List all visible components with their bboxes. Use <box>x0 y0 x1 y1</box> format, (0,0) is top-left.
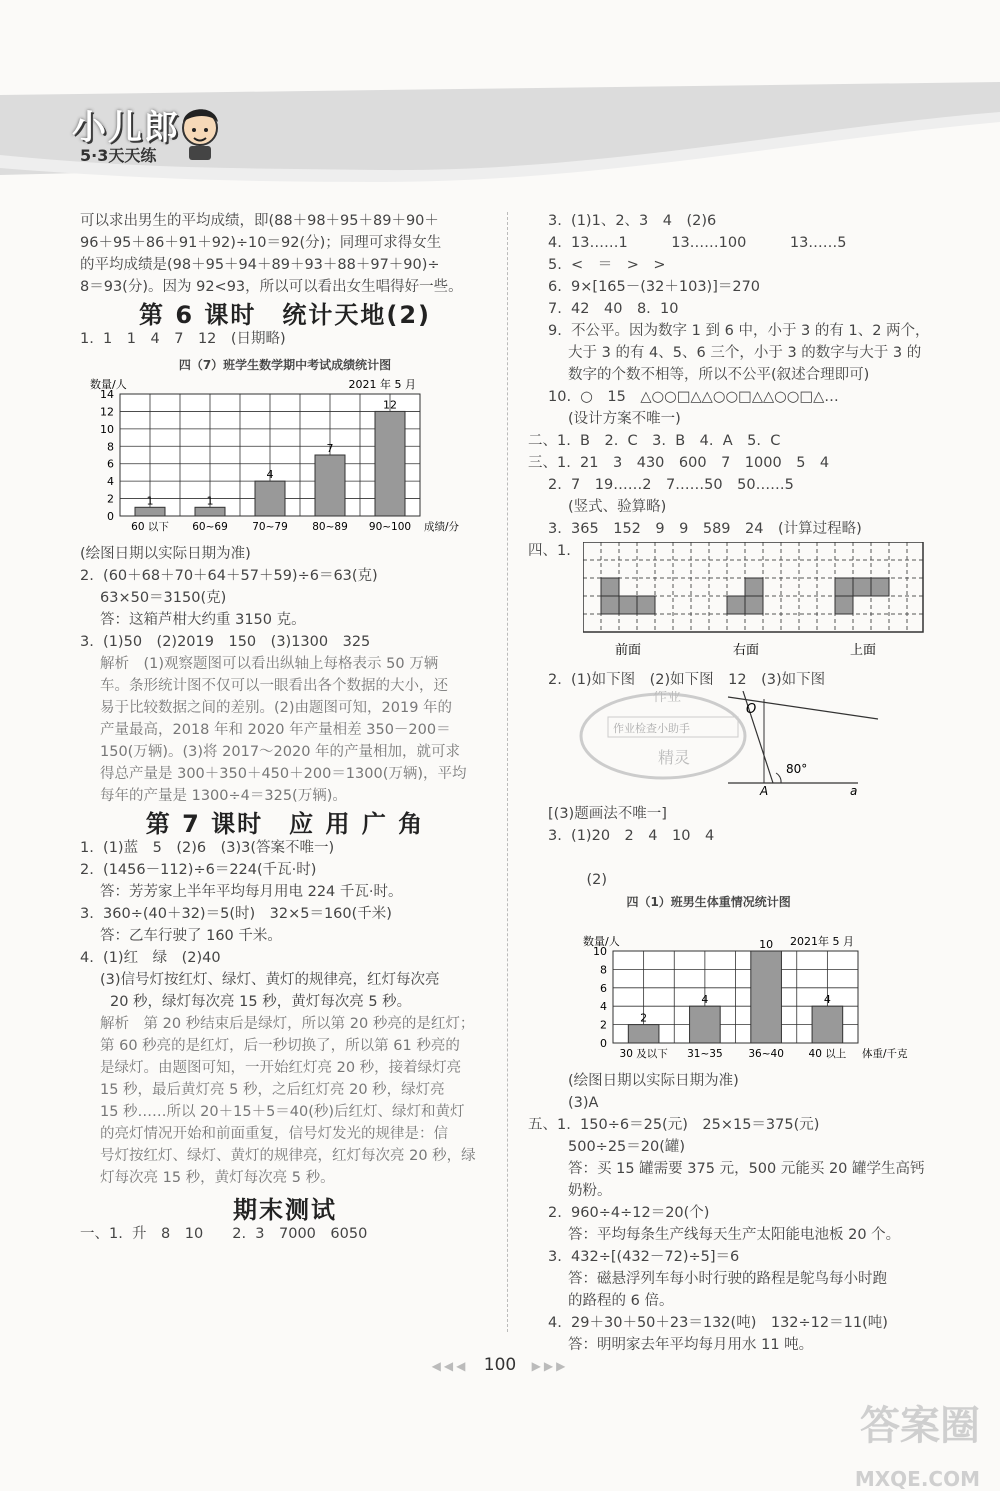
page-footer <box>0 1355 1000 1375</box>
x-tick-label: 80~89 <box>312 521 348 533</box>
intro-line: 的平均成绩是(98＋95＋94＋89＋93＋88＋97＋90)÷ <box>80 257 440 273</box>
answer-line: 三、1. 21 3 430 600 7 1000 5 4 <box>528 455 830 471</box>
l7-line: (3)信号灯按红灯、绿灯、黄灯的规律亮，红灯每次亮 <box>100 972 440 988</box>
angle-arc <box>776 773 781 783</box>
watermark-logo: 答案圈 <box>860 1402 980 1449</box>
bar-value-label: 4 <box>823 993 831 1007</box>
expl-line: 产量最高，2018 年和 2020 年产量相差 350－200＝ <box>100 722 451 738</box>
bar-value-label: 7 <box>326 442 334 455</box>
mascot-icon <box>175 100 225 162</box>
chart2-title: 四（1）班男生体重情况统计图 <box>626 895 791 909</box>
view-label: 前面 <box>614 643 642 658</box>
y-tick-label: 14 <box>100 388 114 401</box>
wu-line: 3. 432÷[(432－72)÷5]＝6 <box>548 1249 740 1265</box>
bar-value-label: 4 <box>266 468 274 482</box>
x-tick-label: 30 及以下 <box>619 1048 668 1060</box>
y-tick-label: 10 <box>593 945 607 958</box>
top-view <box>835 578 889 614</box>
l6-q2-line: 63×50＝3150(克) <box>100 590 227 606</box>
expl-line: 解析 (1)观察题图可以看出纵轴上每格表示 50 万辆 <box>100 656 439 672</box>
expl-line: 15 秒……所以 20＋15＋5＝40(秒)后红灯、绿灯和黄灯 <box>100 1104 465 1120</box>
answer-line: (设计方案不唯一) <box>568 411 681 427</box>
wu-line: 答：平均每条生产线每天生产太阳能电池板 20 个。 <box>568 1227 901 1243</box>
q3-line: 3. (1)20 2 4 10 4 <box>548 828 715 844</box>
chart1-title: 四（7）班学生数学期中考试成绩统计图 <box>178 358 392 372</box>
lesson6-heading: 第 6 课时 统计天地(2) <box>138 301 432 329</box>
x-tick-label: 70~79 <box>252 521 288 533</box>
lesson7-heading: 第 7 课时 应 用 广 角 <box>145 810 425 838</box>
y-tick-label: 0 <box>600 1037 607 1050</box>
expl-line: 是绿灯。由题图可知，一开始红灯亮 20 秒，接着绿灯亮 <box>100 1060 462 1076</box>
bar <box>375 411 405 516</box>
wu-line: 2. 960÷4÷12＝20(个) <box>548 1205 710 1221</box>
answer-line: 数字的个数不相等，所以不公平(叙述合理即可) <box>568 367 870 383</box>
page-number: 100 <box>483 1355 517 1375</box>
intro-line: 8＝93(分)。因为 92<93，所以可以看出女生唱得好一些。 <box>80 279 463 295</box>
expl-line: 灯每次亮 15 秒，黄灯每次亮 5 秒。 <box>100 1170 335 1186</box>
expl-line: 号灯按红灯、绿灯、黄灯的规律亮，红灯每次亮 20 秒，绿 <box>100 1148 476 1164</box>
header-band <box>0 0 1000 200</box>
q3-part2-label: (2) <box>586 872 607 888</box>
wu-line: 4. 29＋30＋50＋23＝132(吨) 132÷12＝11(吨) <box>548 1315 888 1331</box>
line-a-label: a <box>850 784 858 796</box>
view-label: 右面 <box>732 643 760 658</box>
x-tick-label: 40 以上 <box>808 1048 847 1060</box>
views-grid <box>583 542 963 662</box>
point-o-label: O <box>746 702 757 717</box>
x-tick-label: 90~100 <box>368 521 412 533</box>
answer-line: 9. 不公平。因为数字 1 到 6 中，小于 3 的有 1、2 两个， <box>548 323 930 339</box>
view-label: 上面 <box>849 643 877 658</box>
q2-note: [(3)题画法不唯一] <box>548 806 667 822</box>
bar-value-label: 1 <box>146 494 154 508</box>
right-column <box>528 210 948 1356</box>
chart1 <box>80 376 500 536</box>
answer-line: 4. 13……1 13……100 13……5 <box>548 235 847 251</box>
x-tick-label: 36~40 <box>748 1048 784 1060</box>
y-tick-label: 8 <box>600 963 607 977</box>
answer-line: 6. 9×[165－(32＋103)]＝270 <box>548 279 761 295</box>
q2-line: 2. (1)如下图 (2)如下图 12 (3)如下图 <box>548 672 826 688</box>
bar-value-label: 10 <box>759 938 774 951</box>
answer-line: (竖式、验算略) <box>568 499 667 515</box>
expl-line: 150(万辆)。(3)将 2017～2020 年的产量相加，就可求 <box>100 744 461 760</box>
l7-line: 答：乙车行驶了 160 千米。 <box>100 928 282 944</box>
answer-line: 二、1. B 2. C 3. B 4. A 5. C <box>528 433 781 449</box>
bar <box>315 455 345 516</box>
expl-line: 每年的产量是 1300÷4＝325(万辆)。 <box>100 788 347 804</box>
chart2 <box>548 933 928 1063</box>
expl-line: 的亮灯情况开始和前面重复，信号灯发光的规律是：信 <box>100 1126 448 1142</box>
angle-figure <box>568 691 948 796</box>
stamp-text: 作业检查小助手 <box>613 722 690 735</box>
next-arrows-icon: ▶▶▶ <box>531 1359 569 1373</box>
y-tick-label: 4 <box>600 1000 607 1014</box>
stamp-text: 精灵 <box>658 748 691 767</box>
wu-line: 500÷25＝20(罐) <box>568 1139 686 1155</box>
l7-line: 3. 360÷(40＋32)＝5(时) 32×5＝160(千米) <box>80 906 392 922</box>
watermark-url: MXQE.COM <box>854 1467 980 1491</box>
q3-note: (绘图日期以实际日期为准) <box>568 1073 739 1089</box>
x-axis-label: 成绩/分 <box>424 521 460 533</box>
l6-q3-explanation <box>80 653 490 807</box>
chart-date: 2021年 5 月 <box>790 935 854 948</box>
l6-q1: 1. 1 1 4 7 12 (日期略) <box>80 331 286 347</box>
x-tick-label: 60~69 <box>192 521 228 533</box>
y-tick-label: 6 <box>107 457 114 471</box>
bar <box>690 1006 721 1043</box>
l6-note: (绘图日期以实际日期为准) <box>80 546 251 562</box>
column-divider <box>507 212 508 1332</box>
expl-line: 得总产量是 300＋350＋450＋200＝1300(万辆)，平均 <box>100 766 467 782</box>
angle-label: 80° <box>786 762 808 776</box>
l6-q2-line: 答：这箱芦柑大约重 3150 克。 <box>100 612 306 628</box>
answer-line: 2. 7 19……2 7……50 50……5 <box>548 477 794 493</box>
x-tick-label: 31~35 <box>687 1048 723 1060</box>
answer-line: 3. (1)1、2、3 4 (2)6 <box>548 213 717 229</box>
prev-arrows-icon: ◀◀◀ <box>431 1359 469 1373</box>
answer-line: 大于 3 的有 4、5、6 三个，小于 3 的数字与大于 3 的 <box>568 345 922 361</box>
y-tick-label: 6 <box>600 981 607 995</box>
wu-line: 奶粉。 <box>568 1183 612 1199</box>
expl-line: 车。条形统计图不仅可以一眼看出各个数据的大小，还 <box>100 678 448 694</box>
chart-date: 2021 年 5 月 <box>348 378 416 391</box>
stamp-text: 作业 <box>653 691 681 705</box>
y-tick-label: 2 <box>107 492 114 506</box>
point-a-label: A <box>760 784 769 796</box>
brand-subtitle: 5·3天天练 <box>80 146 157 165</box>
answer-line: 3. 365 152 9 9 589 24 (计算过程略) <box>548 521 862 537</box>
l7-line: 答：芳芳家上半年平均每月用电 224 千瓦·时。 <box>100 884 403 900</box>
l6-q3: 3. (1)50 (2)2019 150 (3)1300 325 <box>80 634 371 650</box>
l6-q2-line: 2. (60＋68＋70＋64＋57＋59)÷6＝63(克) <box>80 568 378 584</box>
answer-line: 四、1. <box>528 543 571 559</box>
wu-line: 五、1. 150÷6＝25(元) 25×15＝375(元) <box>528 1117 820 1133</box>
wu-line: 答：磁悬浮列车每小时行驶的路程是鸵鸟每小时跑 <box>568 1271 887 1287</box>
l7-line: 4. (1)红 绿 (2)40 <box>80 950 221 966</box>
bar <box>812 1006 843 1043</box>
expl-line: 第 60 秒亮的是红灯，后一秒切换了，所以第 61 秒亮的 <box>100 1038 460 1054</box>
brand-logo: 小儿郎 <box>72 108 180 148</box>
bar <box>751 951 782 1043</box>
expl-line: 易于比较数据之间的差别。(2)由题图可知，2019 年的 <box>100 700 453 716</box>
left-column <box>80 210 490 1245</box>
bar <box>195 507 225 516</box>
intro-line: 可以求出男生的平均成绩，即(88＋98＋95＋89＋90＋ <box>80 213 439 229</box>
l7-line: 1. (1)蓝 5 (2)6 (3)3(答案不唯一) <box>80 840 335 856</box>
expl-line: 解析 第 20 秒结束后是绿灯，所以第 20 秒亮的是红灯； <box>100 1016 475 1032</box>
final-test-heading: 期末测试 <box>233 1196 337 1224</box>
y-axis-label: 数量/人 <box>583 935 620 948</box>
y-tick-label: 4 <box>107 475 114 489</box>
y-tick-label: 0 <box>107 510 114 523</box>
front-view <box>601 578 655 614</box>
bar <box>255 481 285 516</box>
answer-line: 7. 42 40 8. 10 <box>548 301 679 317</box>
y-tick-label: 10 <box>100 422 114 436</box>
l7-line: 2. (1456－112)÷6＝224(千瓦·时) <box>80 862 317 878</box>
y-tick-label: 8 <box>107 440 114 454</box>
intro-line: 96＋95＋86＋91＋92)÷10＝92(分)；同理可求得女生 <box>80 235 442 251</box>
final-q1: 一、1. 升 8 10 2. 3 7000 6050 <box>80 1226 368 1242</box>
bar-value-label: 2 <box>640 1011 648 1025</box>
expl-line: 15 秒，最后黄灯亮 5 秒，之后红灯亮 20 秒，绿灯亮 <box>100 1082 445 1098</box>
bar <box>628 1025 659 1043</box>
wu-line: 答：买 15 罐需要 375 元，500 元能买 20 罐学生高钙 <box>568 1161 925 1177</box>
q3-3: (3)A <box>568 1095 599 1111</box>
y-tick-label: 12 <box>100 405 114 419</box>
right-view <box>727 578 763 614</box>
bar-value-label: 12 <box>383 398 397 412</box>
x-axis-label: 体重/千克 <box>862 1048 908 1060</box>
y-axis-label: 数量/人 <box>90 378 127 391</box>
answer-line: 5. < ＝ > > <box>548 257 666 273</box>
bar-value-label: 1 <box>206 494 214 508</box>
x-tick-label: 60 以下 <box>131 521 169 533</box>
bar-value-label: 4 <box>701 993 709 1007</box>
l7-explanation <box>80 1013 490 1189</box>
answer-line: 10. ○ 15 △○○□△△○○□△△○○□△… <box>548 389 839 405</box>
y-tick-label: 2 <box>600 1018 607 1032</box>
bar <box>135 507 165 516</box>
wu-line: 答：明明家去年平均每月用水 11 吨。 <box>568 1337 814 1353</box>
l7-line: 20 秒，绿灯每次亮 15 秒，黄灯每次亮 5 秒。 <box>110 994 412 1010</box>
q3-part2 <box>548 847 948 935</box>
wu-line: 的路程的 6 倍。 <box>568 1293 674 1309</box>
